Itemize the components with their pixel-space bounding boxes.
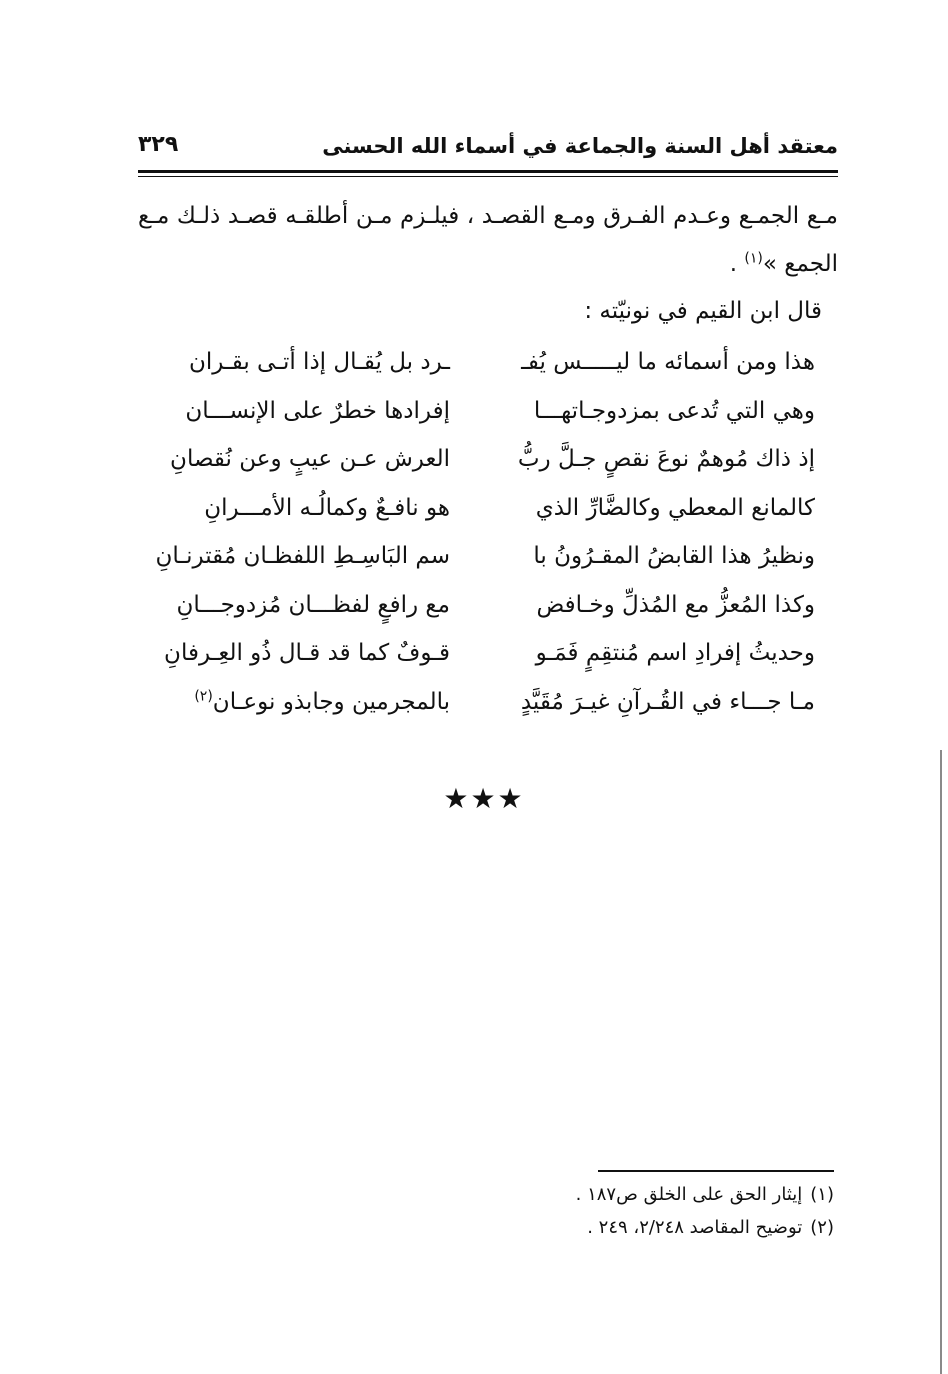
page-edge-line bbox=[940, 750, 942, 1374]
verse-second-hemistich: إفرادها خطرٌ على الإنســـان bbox=[185, 397, 450, 424]
verse-second-hemistich: مع رافعٍ لفظـــان مُزدوجـــانِ bbox=[176, 591, 450, 618]
verse-first-hemistich: وكذا المُعزُّ مع المُذلِّ وخـافض bbox=[536, 591, 815, 618]
footnote bbox=[438, 1178, 834, 1211]
footnote-text: توضيح المقاصد ٢/٢٤٨، ٢٤٩ . bbox=[587, 1217, 803, 1238]
verse-second-hemistich: العرش عـن عيبٍ وعن نُقصانِ bbox=[170, 446, 450, 472]
section-separator-stars: ★★★ bbox=[443, 782, 525, 815]
poem bbox=[150, 340, 815, 728]
verse-first-hemistich: ونظيرُ هذا القابضُ المقـرُونُ با bbox=[533, 543, 815, 569]
poem-verse bbox=[150, 534, 815, 583]
verse-first-hemistich: وحديثُ إفرادِ اسم مُنتقِمٍ فَمَـو bbox=[535, 640, 815, 666]
verse-second-hemistich: ـرد بل يُقـال إذا أتـى بقـران bbox=[188, 349, 450, 375]
verse-first-hemistich: مـا جـــاء في القُـرآنِ غيـرَ مُقَيَّدٍ bbox=[520, 688, 815, 715]
running-header bbox=[138, 128, 838, 168]
verse-second-hemistich: قـوفٌ كما قد قـال ذُو العِـرفانِ bbox=[164, 640, 450, 666]
poem-verse bbox=[150, 389, 815, 438]
poem-introduction: قال ابن القيم في نونيّته : bbox=[584, 298, 822, 324]
prose-line-end: . bbox=[729, 251, 745, 277]
page-number: ٣٢٩ bbox=[138, 132, 179, 157]
prose-paragraph bbox=[138, 192, 838, 288]
footnotes bbox=[438, 1178, 834, 1244]
verse-first-hemistich: هذا ومن أسمائه ما ليـــــس يُفـ bbox=[521, 349, 815, 375]
verse-first-hemistich: إذ ذاك مُوهمٌ نوعَ نقصٍ جـلَّ ربُّ bbox=[517, 446, 815, 472]
poem-verse bbox=[150, 631, 815, 680]
footnote-text: إيثار الحق على الخلق ص١٨٧ . bbox=[575, 1184, 803, 1205]
poem-verse bbox=[150, 340, 815, 389]
footnote-reference[interactable]: (١) bbox=[744, 250, 763, 267]
verse-second-hemistich: هو نافـعٌ وكمالُـه الأمـــرانِ bbox=[204, 494, 450, 521]
poem-verse bbox=[150, 437, 815, 486]
footnote-number: (٢) bbox=[810, 1217, 834, 1238]
footnote bbox=[438, 1211, 834, 1244]
poem-verse bbox=[150, 583, 815, 632]
header-title: معتقد أهل السنة والجماعة في أسماء الله الحسنى bbox=[322, 134, 838, 158]
verse-second-hemistich: سم البَاسِـطِ اللفظـان مُقترنـانِ bbox=[155, 543, 450, 569]
prose-line: مـع الجمـع وعـدم الفـرق ومـع القصـد ، فيلـزم مـن أطلقـه قصـد ذلـك مـع bbox=[138, 203, 838, 229]
verse-second-hemistich bbox=[150, 680, 450, 724]
header-rule-thin bbox=[138, 176, 838, 177]
footnote-number: (١) bbox=[810, 1184, 834, 1205]
prose-line bbox=[138, 240, 838, 288]
verse-text: بالمجرمين وجابذو نوعـان bbox=[212, 688, 450, 715]
prose-line-text: الجمع » bbox=[762, 251, 838, 277]
footnote-reference[interactable]: (٢) bbox=[194, 687, 213, 704]
poem-verse bbox=[150, 680, 815, 729]
footnote-rule bbox=[598, 1170, 834, 1172]
verse-first-hemistich: وهي التي تُدعى بمزدوجـاتهـــا bbox=[533, 397, 815, 424]
header-rule bbox=[138, 170, 838, 173]
verse-first-hemistich: كالمانع المعطي وكالضَّارِّ الذي bbox=[535, 494, 815, 521]
poem-verse bbox=[150, 486, 815, 535]
